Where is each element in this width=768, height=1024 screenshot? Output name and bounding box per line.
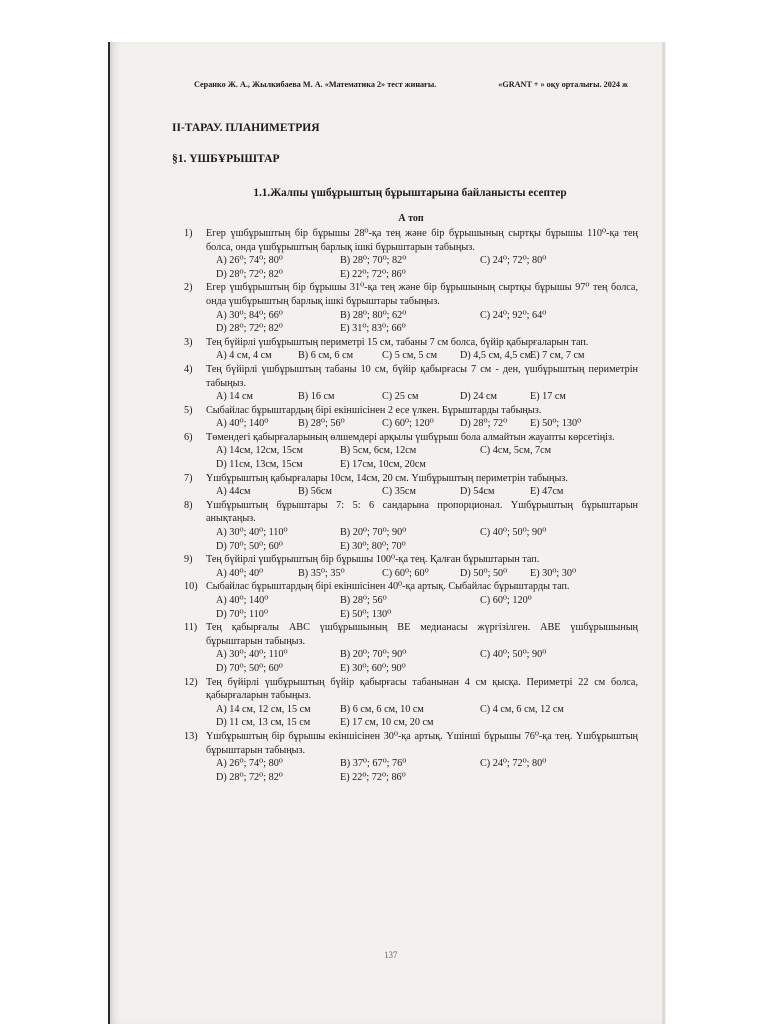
answer-option: D) 4,5 см, 4,5 см — [460, 350, 531, 362]
question-number: 1) — [184, 227, 193, 239]
answer-option: A) 30⁰; 40⁰; 110⁰ — [216, 527, 288, 539]
question-item — [184, 499, 638, 553]
answer-options — [216, 417, 638, 431]
question-item — [184, 404, 638, 431]
answer-option: A) 40⁰; 140⁰ — [216, 595, 269, 606]
answer-option: D) 11см, 13см, 15см — [216, 459, 303, 471]
question-item — [184, 676, 638, 730]
question-number: 11) — [184, 622, 198, 634]
answer-option: D) 70⁰; 110⁰ — [216, 608, 268, 620]
question-text: Сыбайлас бұрыштардың бірі екіншісінен 40⁰-қа артық. Сыбайлас бұрыштарды тап. — [206, 581, 570, 593]
question-text: Тең қабырғалы АВС үшбұрышының ВЕ медианасы жүргізілген. АВЕ үшбұрышының бұрыштарын табыңыз. — [206, 622, 638, 647]
answer-option: D) 50⁰; 50⁰ — [460, 567, 508, 579]
answer-options — [216, 485, 638, 499]
answer-option: E) 30⁰; 30⁰ — [530, 567, 577, 579]
answer-option: C) 60⁰; 120⁰ — [480, 595, 532, 606]
answer-option: D) 28⁰; 72⁰; 82⁰ — [216, 268, 283, 280]
answer-option: D) 28⁰; 72⁰; 82⁰ — [216, 771, 283, 783]
answer-option: C) 5 см, 5 см — [382, 350, 438, 362]
part-title: II-ТАРАУ. ПЛАНИМЕТРИЯ — [172, 121, 320, 134]
answer-option: E) 22⁰; 72⁰; 86⁰ — [340, 771, 406, 783]
answer-option: E) 47см — [530, 486, 564, 498]
answer-option: E) 30⁰; 80⁰; 70⁰ — [340, 540, 406, 552]
answer-option: E) 50⁰; 130⁰ — [530, 418, 582, 430]
question-text: Сыбайлас бұрыштардың бірі екіншісінен 2 есе үлкен. Бұрыштарды табыңыз. — [206, 404, 542, 416]
paper-edge — [662, 42, 665, 1024]
header-right: «GRANT + » оқу орталығы. 2024 ж — [498, 80, 628, 89]
question-item — [184, 730, 638, 784]
question-item — [184, 227, 638, 281]
answer-option: E) 50⁰; 130⁰ — [340, 608, 392, 620]
answer-option: A) 26⁰; 74⁰; 80⁰ — [216, 255, 283, 267]
answer-option: B) 5см, 6см, 12см — [340, 445, 417, 457]
header-left: Серанко Ж. А., Жылкибаева М. А. «Математика 2» тест жинағы. — [194, 80, 437, 89]
answer-option: B) 28⁰; 70⁰; 82⁰ — [340, 255, 407, 267]
answer-option: A) 14см, 12см, 15см — [216, 445, 303, 457]
answer-option: B) 56см — [298, 486, 332, 498]
answer-option: B) 20⁰; 70⁰; 90⁰ — [340, 649, 407, 661]
answer-options — [216, 444, 638, 471]
answer-option: C) 40⁰; 50⁰; 90⁰ — [480, 527, 547, 539]
answer-option: C) 35см — [382, 486, 416, 498]
answer-option: B) 28⁰; 56⁰ — [298, 418, 345, 430]
question-number: 8) — [184, 499, 193, 511]
question-item — [184, 363, 638, 404]
answer-option: B) 6 см, 6 см, 10 см — [340, 703, 424, 715]
question-text: Тең бүйірлі үшбұрыштың табаны 10 см, бүйір қабырғасы 7 см - ден, үшбұрыштың периметрін табыңыз. — [206, 363, 638, 389]
answer-option: D) 28⁰; 72⁰ — [460, 418, 508, 430]
question-item — [184, 580, 638, 621]
question-item — [184, 281, 638, 335]
answer-option: A) 4 см, 4 см — [216, 350, 272, 362]
answer-option: E) 22⁰; 72⁰; 86⁰ — [340, 268, 406, 280]
question-text: Тең бүйірлі үшбұрыштың бүйір қабырғасы табанынан 4 см қысқа. Периметрі 22 см болса, қабырғаларын табыңыз. — [206, 676, 638, 702]
subsection-title: 1.1.Жалпы үшбұрыштың бұрыштарына байланысты есептер — [253, 186, 567, 199]
question-number: 6) — [184, 431, 193, 443]
answer-option: E) 17 см — [530, 391, 566, 403]
answer-option: A) 26⁰; 74⁰; 80⁰ — [216, 758, 283, 770]
answer-options — [216, 349, 638, 363]
page-content — [172, 78, 638, 784]
answer-options — [216, 594, 638, 621]
question-number: 7) — [184, 472, 193, 484]
answer-option: C) 4см, 5см, 7см — [480, 445, 552, 457]
question-number: 2) — [184, 282, 193, 294]
group-title: А топ — [398, 213, 424, 225]
answer-option: E) 7 см, 7 см — [530, 350, 585, 362]
running-header — [194, 78, 628, 92]
answer-options — [216, 703, 638, 730]
answer-option: A) 30⁰; 84⁰; 66⁰ — [216, 309, 283, 321]
answer-option: A) 40⁰; 40⁰ — [216, 567, 264, 579]
answer-option: C) 60⁰; 120⁰ — [382, 418, 434, 430]
answer-options — [216, 526, 638, 553]
question-number: 5) — [184, 404, 193, 416]
answer-option: D) 24 см — [460, 391, 497, 403]
answer-option: B) 20⁰; 70⁰; 90⁰ — [340, 527, 407, 539]
question-number: 10) — [184, 581, 198, 593]
answer-option: D) 28⁰; 72⁰; 82⁰ — [216, 323, 283, 335]
question-text: Егер үшбұрыштың бір бұрышы 31⁰-қа тең және бір бұрышының сыртқы бұрышы 97⁰ тең болса, онда үшбұрыштың барлық ішкі бұрыштары табыңыз. — [206, 282, 638, 307]
answer-options — [216, 390, 638, 404]
question-text: Үшбұрыштың бір бұрышы екіншісінен 30⁰-қа артық. Үшінші бұрышы 76⁰-қа тең. Үшбұрыштың бұрыштарын табыңыз. — [206, 730, 638, 756]
answer-option: E) 30⁰; 60⁰; 90⁰ — [340, 662, 406, 674]
answer-option: D) 54см — [460, 486, 495, 498]
question-number: 12) — [184, 676, 198, 688]
question-number: 13) — [184, 730, 198, 742]
question-text: Егер үшбұрыштың бір бұрышы 28⁰-қа тең және бір бұрышының сыртқы бұрышы 110⁰-қа тең болса, онда үшбұрыштың барлық ішкі бұрыштарын табыңыз. — [206, 227, 638, 253]
section-title: §1. ҮШБҰРЫШТАР — [172, 153, 280, 166]
answer-option: E) 31⁰; 83⁰; 66⁰ — [340, 323, 406, 335]
question-text: Үшбұрыштың қабырғалары 10см, 14см, 20 см. Үшбұрыштың периметрін табыңыз. — [206, 472, 568, 484]
answer-option: A) 14 см — [216, 391, 253, 403]
page-number: 137 — [384, 950, 398, 960]
answer-option: D) 70⁰; 50⁰; 60⁰ — [216, 540, 283, 552]
question-number: 3) — [184, 336, 193, 348]
answer-options — [216, 254, 638, 281]
answer-options — [216, 648, 638, 675]
answer-option: D) 70⁰; 50⁰; 60⁰ — [216, 662, 283, 674]
answer-option: B) 28⁰; 80⁰; 62⁰ — [340, 309, 407, 321]
answer-option: A) 44см — [216, 486, 251, 498]
answer-option: D) 11 см, 13 см, 15 см — [216, 717, 311, 729]
answer-option: C) 24⁰; 72⁰; 80⁰ — [480, 758, 547, 770]
question-list — [184, 227, 638, 784]
answer-options — [216, 309, 638, 336]
question-number: 9) — [184, 554, 193, 566]
answer-options — [216, 567, 638, 581]
question-number: 4) — [184, 363, 193, 375]
answer-options — [216, 757, 638, 784]
question-item — [184, 621, 638, 675]
question-text: Тең бүйірлі үшбұрыштың бір бұрышы 100⁰-қа тең. Қалған бұрыштарын тап. — [206, 554, 540, 566]
answer-option: B) 28⁰; 56⁰ — [340, 595, 387, 606]
question-item — [184, 336, 638, 363]
answer-option: E) 17см, 10см, 20см — [340, 459, 426, 471]
answer-option: A) 30⁰; 40⁰; 110⁰ — [216, 649, 288, 661]
answer-option: C) 60⁰; 60⁰ — [382, 567, 429, 579]
answer-option: B) 37⁰; 67⁰; 76⁰ — [340, 758, 407, 770]
answer-option: B) 35⁰; 35⁰ — [298, 567, 345, 579]
question-text: Төмендегі қабырғаларының өлшемдері арқылы үшбұрыш бола алмайтын жауапты көрсетіңіз. — [206, 431, 615, 443]
answer-option: C) 25 см — [382, 391, 419, 403]
question-text: Үшбұрыштың бұрыштары 7: 5: 6 сандарына пропорционал. Үшбұрыштың бұрыштарын анықтаңыз. — [206, 499, 638, 525]
question-text: Тең бүйірлі үшбұрыштың периметрі 15 см, табаны 7 см болса, бүйір қабырғаларын тап. — [206, 336, 589, 348]
answer-option: C) 24⁰; 92⁰; 64⁰ — [480, 309, 547, 321]
question-item — [184, 431, 638, 472]
answer-option: A) 14 см, 12 см, 15 см — [216, 703, 311, 715]
answer-option: B) 16 см — [298, 391, 335, 403]
answer-option: C) 40⁰; 50⁰; 90⁰ — [480, 649, 547, 661]
answer-option: A) 40⁰; 140⁰ — [216, 418, 269, 430]
answer-option: C) 4 см, 6 см, 12 см — [480, 703, 564, 715]
answer-option: C) 24⁰; 72⁰; 80⁰ — [480, 255, 547, 267]
answer-option: E) 17 см, 10 см, 20 см — [340, 717, 434, 729]
question-item — [184, 472, 638, 499]
question-item — [184, 553, 638, 580]
answer-option: B) 6 см, 6 см — [298, 350, 354, 362]
